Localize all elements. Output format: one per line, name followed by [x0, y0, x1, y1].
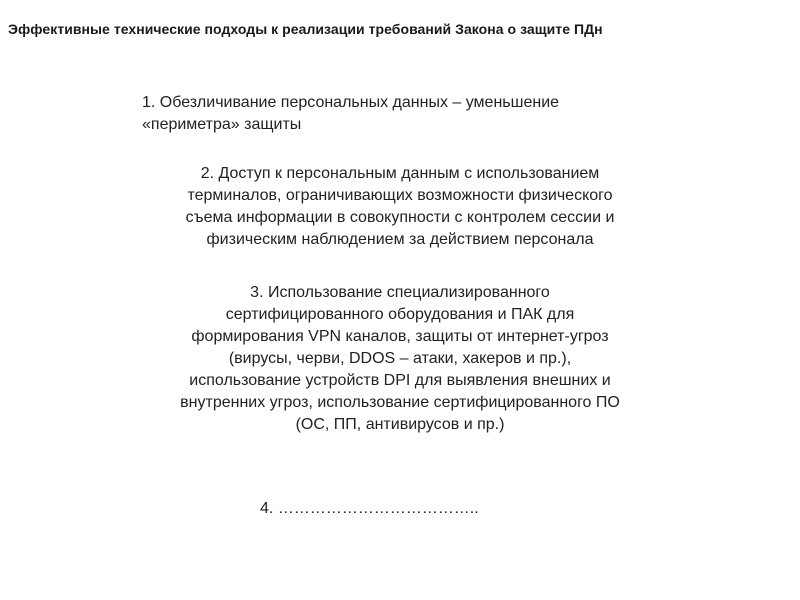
slide-title: Эффективные технические подходы к реализации требований Закона о защите ПДн	[8, 21, 603, 37]
list-item-1	[142, 92, 682, 136]
list-item-3-line-5: использование устройств DPI для выявления внешних и	[189, 372, 611, 389]
list-item-1-line-2: «периметра» защиты	[142, 116, 302, 133]
list-item-2-line-2: терминалов, ограничивающих возможности физического	[187, 187, 613, 204]
list-item-3-line-3: формирования VPN каналов, защиты от интернет-угроз	[191, 328, 609, 345]
list-item-3-line-6: внутренних угроз, использование сертифицированного ПО	[180, 394, 620, 411]
list-item-3-line-2: сертифицированного оборудования и ПАК для	[225, 306, 575, 323]
list-item-2-line-3: съема информации в совокупности с контролем сессии и	[185, 209, 615, 226]
list-item-2-line-1: 2. Доступ к персональным данным с использованием	[200, 165, 600, 182]
list-item-2	[110, 163, 690, 251]
list-item-3-line-4: (вирусы, черви, DDOS – атаки, хакеров и пр.),	[228, 350, 572, 367]
list-item-3-line-1: 3. Использование специализированного	[250, 284, 550, 301]
list-item-1-line-1: 1. Обезличивание персональных данных – уменьшение	[142, 94, 560, 111]
list-item-4-line-1: 4. ………………………………..	[260, 500, 479, 517]
list-item-4	[260, 498, 660, 520]
list-item-2-line-4: физическим наблюдением за действием персонала	[206, 231, 594, 248]
list-item-3-line-7: (ОС, ПП, антивирусов и пр.)	[295, 416, 505, 433]
list-item-3	[110, 282, 690, 436]
